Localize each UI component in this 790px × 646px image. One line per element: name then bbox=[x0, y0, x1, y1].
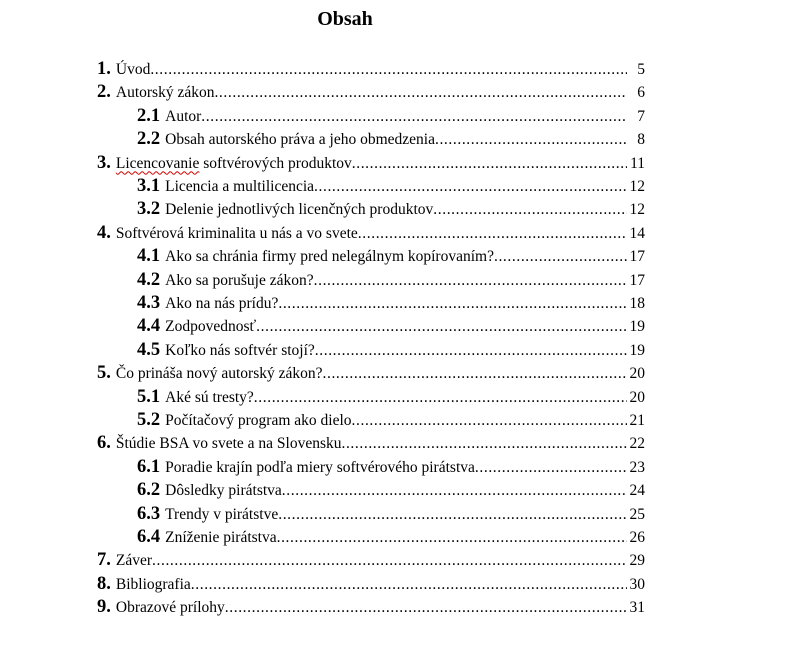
dot-leader bbox=[214, 81, 627, 104]
toc-entry-number: 4.4 bbox=[137, 316, 161, 337]
toc-entry-number: 4.2 bbox=[137, 269, 161, 290]
toc-entry-page: 6 bbox=[637, 84, 645, 102]
toc-entry-number: 5. bbox=[97, 363, 111, 384]
toc-entry[interactable] bbox=[137, 409, 645, 432]
dot-leader bbox=[278, 292, 627, 315]
toc-entry-page: 29 bbox=[629, 552, 645, 570]
toc-entry-page: 22 bbox=[629, 435, 645, 453]
toc-entry-label: Obrazové prílohy bbox=[115, 599, 225, 617]
toc-entry[interactable] bbox=[97, 58, 645, 81]
dot-leader bbox=[433, 198, 627, 221]
toc-entry-page: 31 bbox=[629, 599, 645, 617]
toc-entry[interactable] bbox=[137, 315, 645, 338]
toc-entry-label: Úvod bbox=[115, 61, 151, 78]
toc-entry-number: 3. bbox=[97, 152, 111, 173]
toc-entry-page: 20 bbox=[629, 388, 645, 406]
dot-leader bbox=[254, 386, 627, 409]
toc-entry-label: Ako sa porušuje zákon? bbox=[165, 271, 314, 289]
toc-entry-number: 6.3 bbox=[137, 503, 161, 524]
toc-entry-page: 17 bbox=[629, 271, 645, 289]
toc-entry-page: 14 bbox=[629, 224, 645, 242]
toc-entry-number: 4.1 bbox=[137, 246, 161, 267]
toc-entry-label: Trendy v pirátstve bbox=[165, 505, 279, 523]
toc-entry[interactable] bbox=[97, 222, 645, 245]
toc-entry-number: 8. bbox=[97, 573, 111, 594]
toc-entry[interactable] bbox=[137, 386, 645, 409]
toc-entry-label: Zodpovednosť bbox=[165, 318, 257, 336]
toc-entry-number: 2.2 bbox=[137, 129, 161, 150]
toc-entry-page: 26 bbox=[629, 529, 645, 546]
dot-leader bbox=[315, 339, 627, 362]
toc-entry[interactable] bbox=[137, 105, 645, 128]
toc-entry-label: Obsah autorského práva a jeho obmedzenia bbox=[165, 131, 435, 149]
dot-leader bbox=[494, 245, 627, 268]
toc-entry[interactable] bbox=[137, 456, 645, 479]
toc-entry[interactable] bbox=[97, 362, 645, 385]
toc-entry-page: 7 bbox=[637, 107, 645, 125]
toc-entry-number: 2. bbox=[97, 82, 111, 103]
toc-entry-label: Záver bbox=[115, 552, 153, 570]
toc-entry[interactable] bbox=[97, 573, 645, 596]
toc-entry[interactable] bbox=[137, 503, 645, 526]
dot-leader bbox=[435, 128, 627, 151]
toc-entry-label: Ako sa chránia firmy pred nelegálnym kopírovaním? bbox=[165, 248, 494, 266]
toc-entry-label: Zníženie pirátstva bbox=[165, 529, 277, 546]
toc-entry[interactable] bbox=[137, 269, 645, 292]
toc-entry-number: 6. bbox=[97, 433, 111, 454]
toc-entry-page: 20 bbox=[629, 365, 645, 383]
toc-entry-number: 6.4 bbox=[137, 527, 161, 547]
toc-entry-number: 4.3 bbox=[137, 293, 161, 313]
toc-entry[interactable] bbox=[97, 596, 645, 619]
dot-leader bbox=[277, 526, 627, 549]
toc-entry[interactable] bbox=[137, 175, 645, 198]
toc-entry-page: 17 bbox=[629, 248, 645, 266]
toc-entry-label: Počítačový program ako dielo bbox=[165, 412, 352, 429]
toc-entry-label: Poradie krajín podľa miery softvérového pirátstva bbox=[165, 458, 475, 476]
dot-leader bbox=[314, 175, 627, 198]
spellcheck-flagged-word: Licencovanie bbox=[115, 154, 200, 172]
toc-entry[interactable] bbox=[137, 526, 645, 549]
dot-leader bbox=[191, 573, 627, 596]
toc-entry-page: 21 bbox=[629, 412, 645, 429]
toc-entry-page: 23 bbox=[629, 458, 645, 476]
dot-leader bbox=[201, 105, 627, 128]
toc-entry-number: 9. bbox=[97, 597, 111, 618]
toc-entry-number: 2.1 bbox=[137, 105, 161, 126]
toc-entry-number: 5.2 bbox=[137, 410, 161, 430]
dot-leader bbox=[225, 596, 627, 619]
toc-entry[interactable] bbox=[97, 549, 645, 572]
toc-entry-page: 30 bbox=[629, 575, 645, 593]
toc-entry-number: 3.2 bbox=[137, 199, 161, 220]
toc-entry-number: 1. bbox=[97, 59, 111, 79]
toc-entry-page: 12 bbox=[629, 201, 645, 219]
toc-entry-label: Aké sú tresty? bbox=[165, 388, 254, 406]
dot-leader bbox=[341, 432, 627, 455]
toc-entry-number: 3.1 bbox=[137, 176, 161, 196]
toc-entry-page: 12 bbox=[629, 178, 645, 195]
toc-entry[interactable] bbox=[97, 432, 645, 455]
toc-entry-page: 8 bbox=[637, 131, 645, 149]
dot-leader bbox=[358, 222, 627, 245]
toc-entry-number: 4. bbox=[97, 222, 111, 243]
toc-entry-page: 19 bbox=[629, 318, 645, 336]
dot-leader bbox=[152, 549, 627, 572]
toc-entry-page: 24 bbox=[629, 482, 645, 500]
toc-entry-label: Licencia a multilicencia bbox=[165, 178, 315, 195]
toc-entry-label: Bibliografia bbox=[115, 575, 191, 593]
dot-leader bbox=[352, 409, 627, 432]
toc-entry[interactable] bbox=[137, 292, 645, 315]
toc-entry-label: Ako na nás prídu? bbox=[165, 295, 279, 312]
dot-leader bbox=[323, 362, 628, 385]
page-title: Obsah bbox=[317, 8, 373, 30]
dot-leader bbox=[314, 269, 627, 292]
toc-entry[interactable] bbox=[137, 128, 645, 151]
toc-entry-number: 6.2 bbox=[137, 480, 161, 501]
dot-leader bbox=[475, 456, 627, 479]
toc-entry[interactable] bbox=[97, 152, 645, 175]
toc-entry-page: 11 bbox=[630, 154, 645, 172]
dot-leader bbox=[282, 479, 627, 502]
toc-entry-label: Štúdie BSA vo svete a na Slovensku bbox=[115, 435, 342, 453]
toc-entry[interactable] bbox=[137, 198, 645, 221]
toc-entry-label: Čo prináša nový autorský zákon? bbox=[115, 365, 323, 383]
toc-entry-label: Autor bbox=[165, 107, 202, 125]
toc-entry-label: Licencovanie softvérových produktov bbox=[115, 154, 352, 172]
dot-leader bbox=[352, 152, 627, 175]
dot-leader bbox=[278, 503, 627, 526]
toc-entry-page: 18 bbox=[629, 295, 645, 312]
toc-entry-page: 25 bbox=[629, 505, 645, 523]
toc-entry[interactable] bbox=[97, 81, 645, 104]
toc-entry-number: 4.5 bbox=[137, 339, 161, 360]
toc-entry-label: Dôsledky pirátstva bbox=[165, 482, 282, 500]
toc-entry-label: Delenie jednotlivých licenčných produktov bbox=[165, 201, 434, 219]
dot-leader bbox=[150, 58, 627, 81]
toc-entry[interactable] bbox=[137, 339, 645, 362]
toc-entry[interactable] bbox=[137, 245, 645, 268]
dot-leader bbox=[256, 315, 627, 338]
toc-entry-page: 5 bbox=[637, 61, 645, 78]
toc-entry-label: Koľko nás softvér stojí? bbox=[165, 341, 315, 359]
toc-entry-page: 19 bbox=[629, 341, 645, 359]
toc-entry-number: 6.1 bbox=[137, 456, 161, 477]
toc-entry-number: 7. bbox=[97, 550, 111, 571]
toc-entry-number: 5.1 bbox=[137, 386, 161, 407]
toc-entry-label: Autorský zákon bbox=[115, 84, 215, 102]
toc-entry-label: Softvérová kriminalita u nás a vo svete bbox=[115, 224, 358, 242]
toc-entry[interactable] bbox=[137, 479, 645, 502]
